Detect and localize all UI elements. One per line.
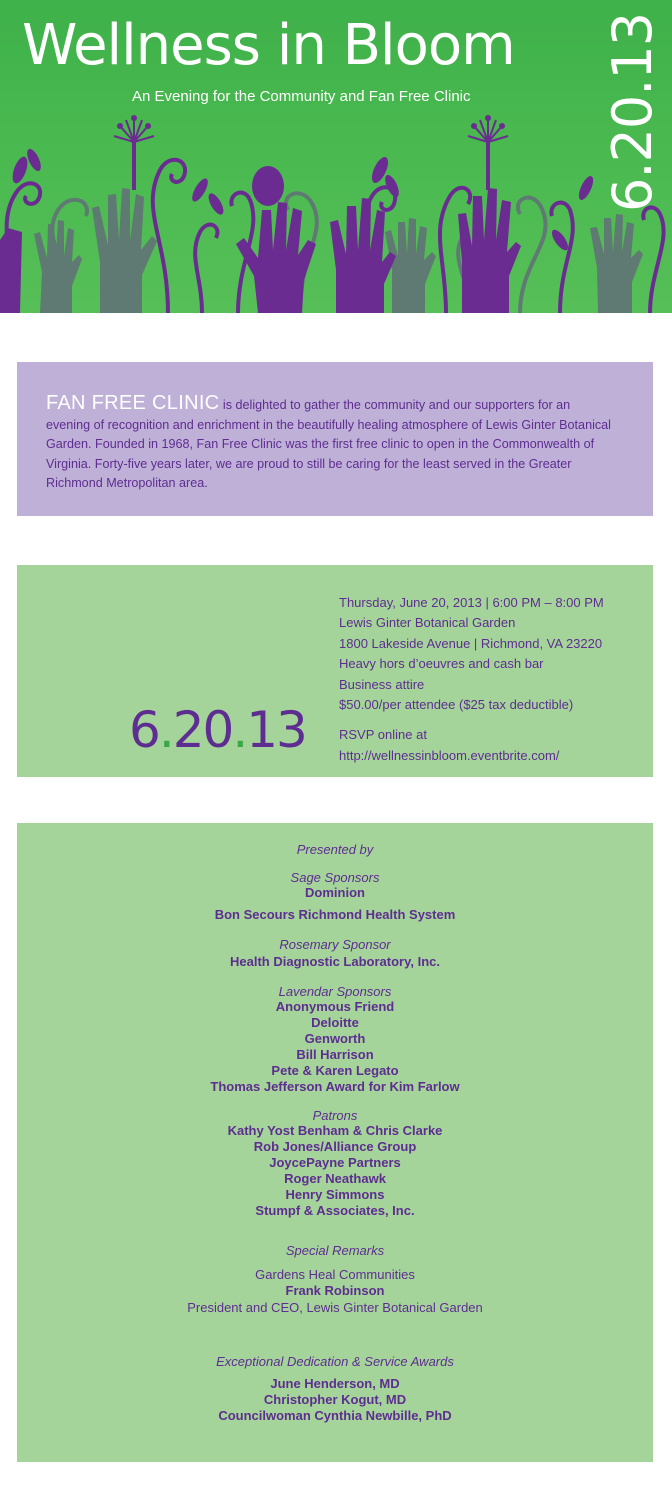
sage-sponsor-list [17,885,653,923]
awards-heading: Exceptional Dedication & Service Awards [216,1354,454,1369]
event-date-large [129,701,306,759]
bulb-icon [252,166,284,206]
date-day: 20 [172,701,233,759]
sponsor-name: Anonymous Friend [275,999,395,1014]
patrons-heading: Patrons [312,1108,358,1123]
presented-by-heading: Presented by [296,842,374,857]
lavender-sponsors-heading: Lavendar Sponsors [278,984,392,999]
rosemary-sponsor-list [17,954,653,970]
event-food: Heavy hors d’oeuvres and cash bar [339,656,544,672]
banner-date: 6.20.13 [601,12,664,212]
header-banner [0,0,672,313]
curl-icon [153,160,185,313]
event-title: Wellness in Bloom [22,13,515,78]
intro-text: is delighted to gather the community and our supporters for an evening of recognition and enrichment in the beautifully healing atmosphere of Lewis Ginter Botanical Garden. Founded in 1968, Fan Free Clinic was the first free clinic to open in the Commonwealth of Virginia. Forty-five years later, we are proud to still be caring for the least served in the Greater Richmond Metropolitan area. [46,398,611,490]
hand-icon [330,198,396,313]
sponsor-name: Bill Harrison [296,1047,374,1062]
date-dot: . [232,701,247,759]
event-details-list [339,593,604,766]
awards-list [17,1376,653,1424]
special-remarks-heading: Special Remarks [285,1243,385,1258]
patron-name: Henry Simmons [285,1187,385,1202]
leaf-icon [10,155,31,185]
leaf-icon [549,227,571,252]
patrons-list [17,1123,653,1219]
patron-name: Kathy Yost Benham & Chris Clarke [227,1123,443,1138]
date-year: 13 [246,701,306,759]
remarks-topic: Gardens Heal Communities [255,1267,415,1282]
curl-icon [551,203,572,313]
sponsor-name: Genworth [304,1031,366,1046]
hand-icon [236,202,316,313]
lavender-sponsor-list [17,999,653,1095]
patron-name: JoycePayne Partners [269,1155,401,1170]
clinic-name: FAN FREE CLINIC [46,392,220,414]
event-venue: Lewis Ginter Botanical Garden [339,615,516,631]
hand-icon [0,228,22,313]
remarks-speaker-title: President and CEO, Lewis Ginter Botanical Garden [187,1300,483,1315]
award-recipient: Christopher Kogut, MD [263,1392,407,1407]
hand-icon [385,218,436,313]
sponsor-name: Thomas Jefferson Award for Kim Farlow [210,1079,460,1094]
event-address: 1800 Lakeside Avenue | Richmond, VA 23220 [339,635,603,651]
date-month: 6 [129,701,159,759]
event-subtitle: An Evening for the Community and Fan Free Clinic [132,88,471,105]
rosemary-sponsor-heading: Rosemary Sponsor [279,937,391,952]
remarks-speaker: Frank Robinson [285,1283,385,1298]
hand-icon [34,220,82,313]
date-dot: . [158,701,173,759]
dandelion-icon [468,118,508,142]
event-details-box [17,565,653,777]
hand-icon [590,214,643,313]
hand-icon [92,188,157,313]
patron-name: Stumpf & Associates, Inc. [255,1203,415,1218]
sponsor-name: Health Diagnostic Laboratory, Inc. [230,954,440,969]
event-price: $50.00/per attendee ($25 tax deductible) [339,697,574,713]
leaf-icon [189,176,211,204]
rsvp-label: RSVP online at [339,727,427,743]
sponsors-box [17,823,653,1462]
sponsor-name: Bon Secours Richmond Health System [214,907,456,922]
award-recipient: Councilwoman Cynthia Newbille, PhD [218,1408,452,1423]
patron-name: Roger Neathawk [284,1171,386,1186]
sponsor-name: Deloitte [311,1015,359,1030]
intro-box [17,362,653,516]
dandelion-icon [114,118,154,142]
sponsor-name: Pete & Karen Legato [271,1063,399,1078]
event-datetime: Thursday, June 20, 2013 | 6:00 PM – 8:00 PM [339,595,604,610]
award-recipient: June Henderson, MD [270,1376,400,1391]
rsvp-link[interactable]: http://wellnessinbloom.eventbrite.com/ [339,747,560,763]
curl-icon [643,207,663,313]
hand-icon [458,188,521,313]
patron-name: Rob Jones/Alliance Group [253,1139,417,1154]
leaf-icon [576,174,596,202]
vine-icon [518,198,546,313]
curl-icon [195,225,217,313]
sponsor-name: Dominion [305,885,365,900]
sage-sponsors-heading: Sage Sponsors [290,870,380,885]
event-attire: Business attire [339,676,425,692]
leaf-icon [206,191,227,217]
leaf-icon [24,147,43,173]
